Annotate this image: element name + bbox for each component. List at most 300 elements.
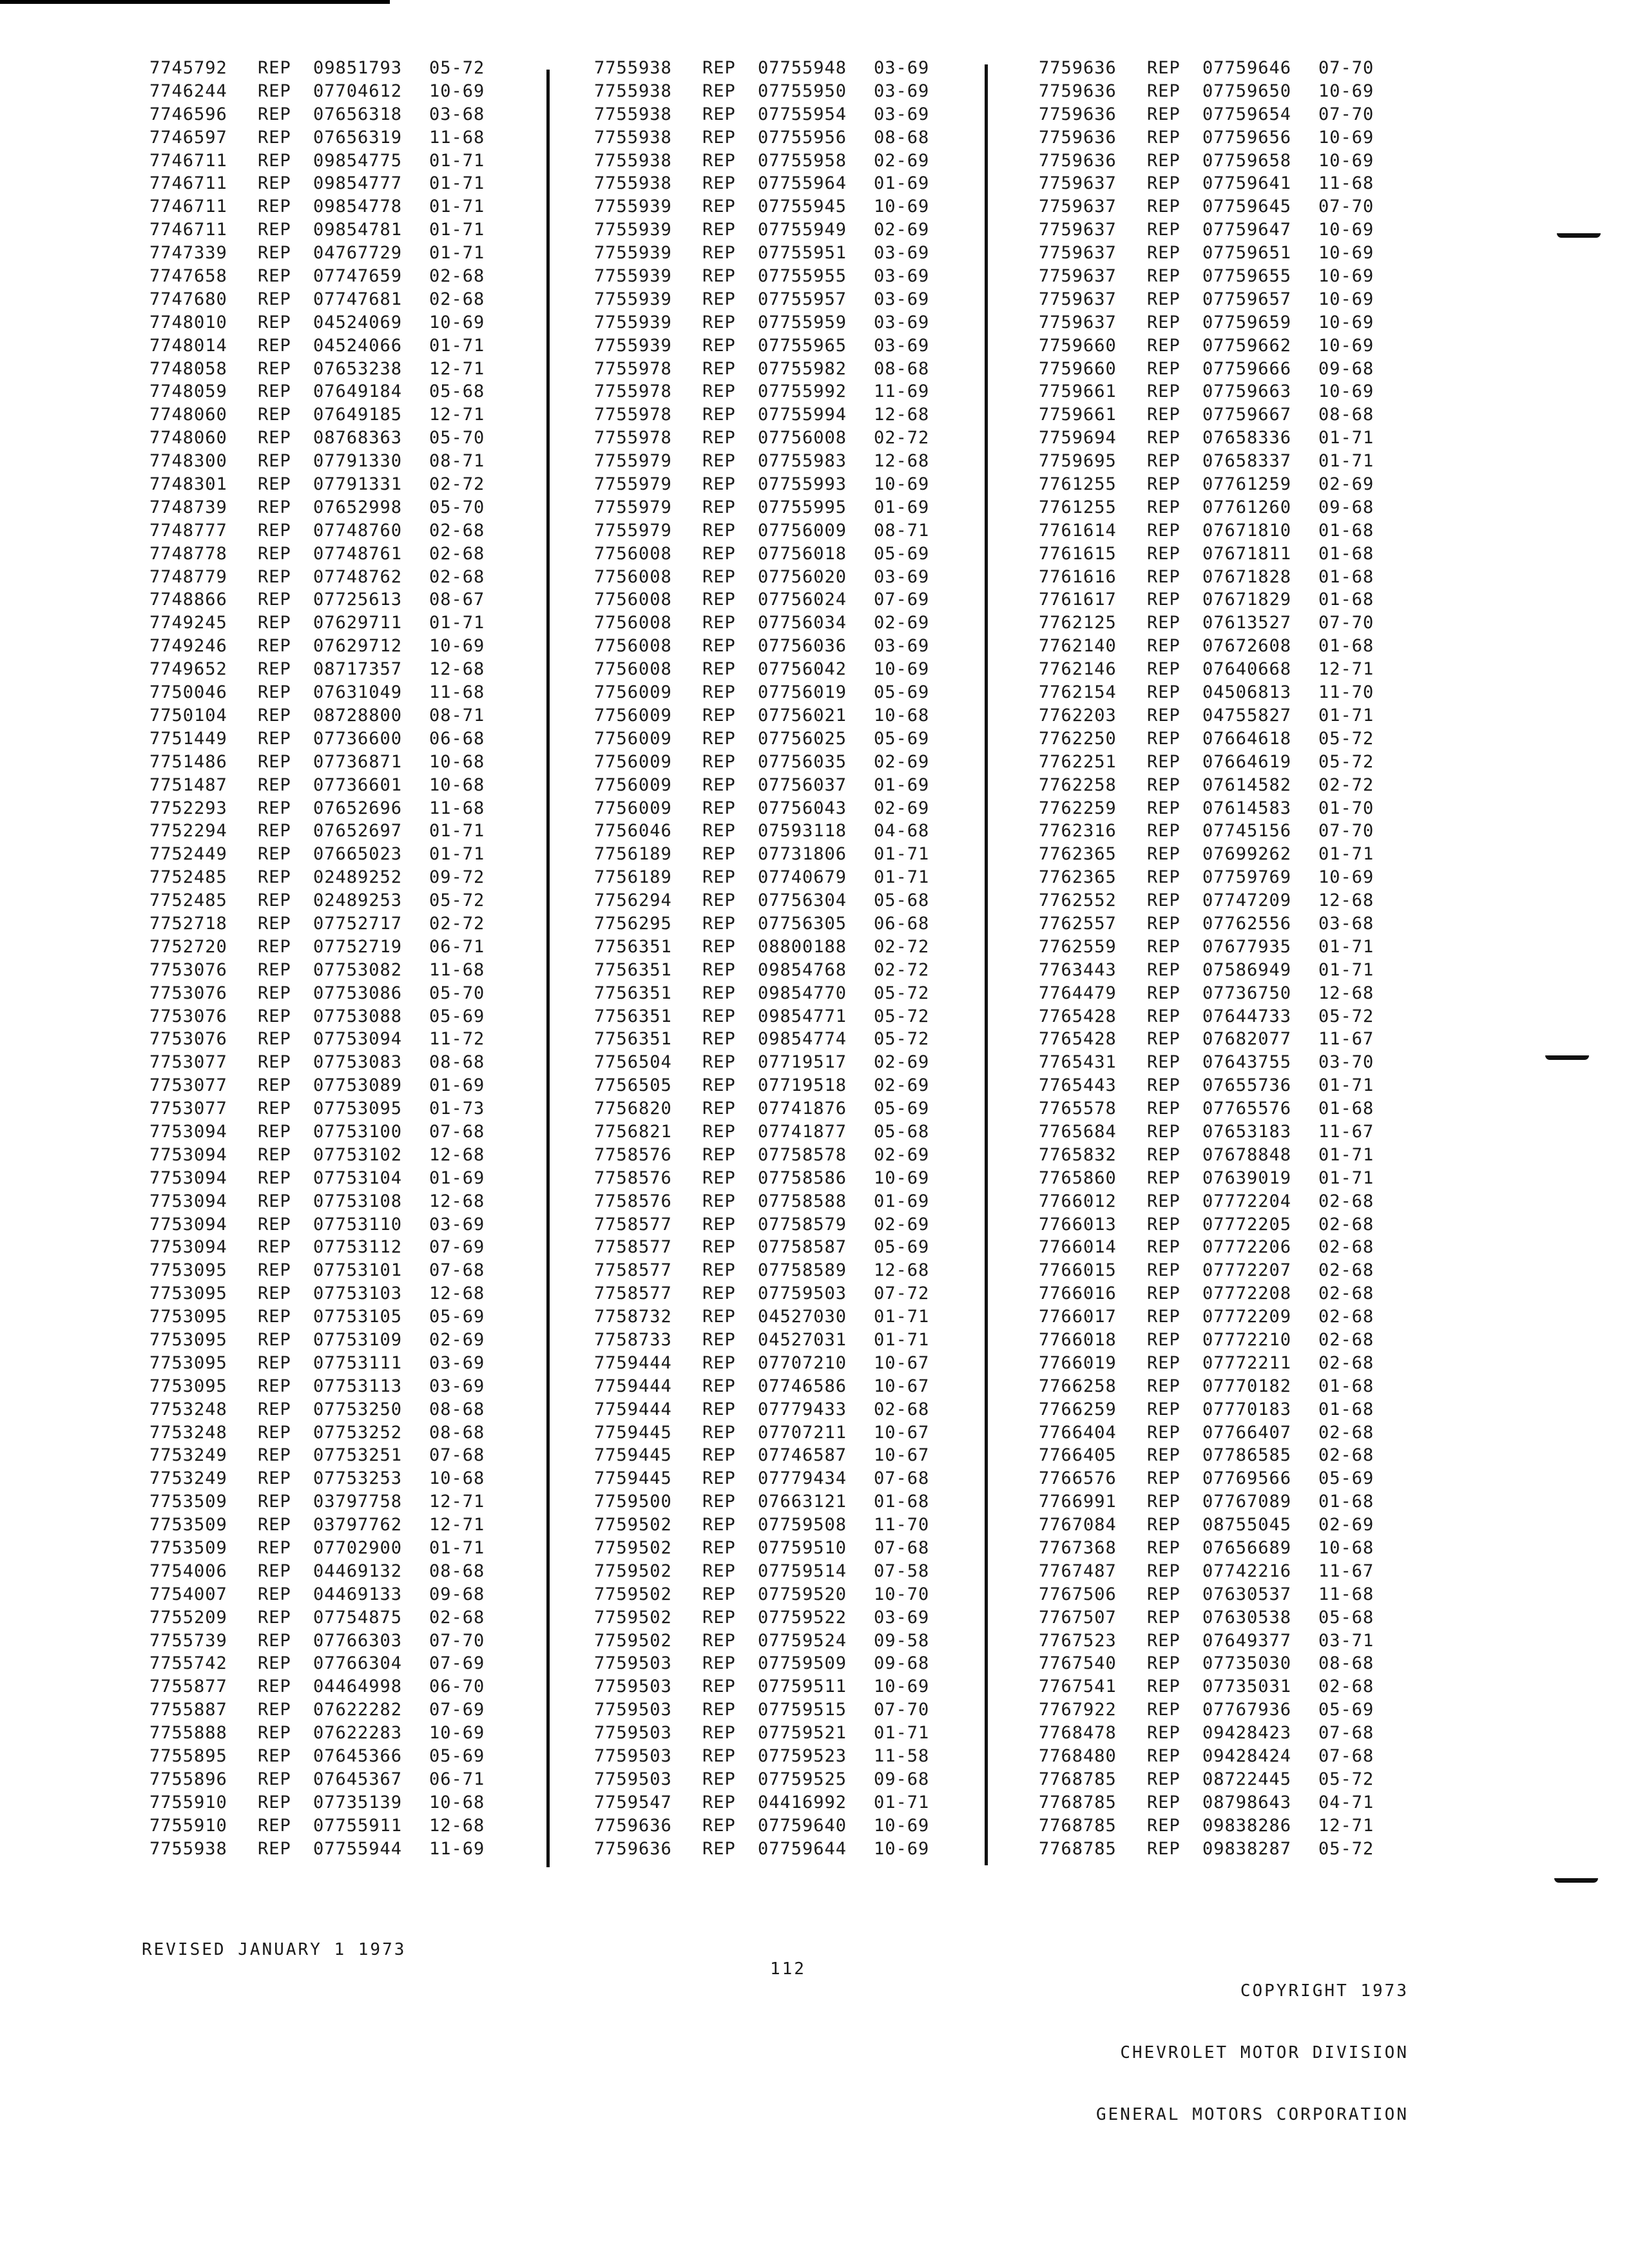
table-row	[594, 1814, 945, 1838]
rep-code: REP	[1147, 1214, 1181, 1235]
rep-code: REP	[258, 220, 291, 240]
effective-date: 07-68	[429, 1445, 485, 1466]
replacement-number: 07754875	[313, 1607, 403, 1628]
effective-date: 07-69	[874, 590, 930, 610]
effective-date: 12-68	[1318, 983, 1374, 1003]
part-number: 7759660	[1039, 358, 1117, 379]
replacement-number: 07755994	[758, 405, 847, 425]
rep-code: REP	[258, 197, 291, 217]
rep-code: REP	[702, 983, 736, 1003]
table-row	[1039, 358, 1389, 381]
part-number: 7759500	[594, 1492, 672, 1512]
table-row	[1039, 1444, 1389, 1467]
rep-code: REP	[1147, 405, 1181, 425]
part-number: 7756009	[594, 682, 672, 703]
table-row	[1039, 1560, 1389, 1583]
table-row	[1039, 242, 1389, 265]
part-number: 7766404	[1039, 1422, 1117, 1443]
part-number: 7756008	[594, 613, 672, 633]
revision-note: REVISED JANUARY 1 1973	[142, 1940, 407, 1959]
part-number: 7759444	[594, 1352, 672, 1373]
part-number: 7758577	[594, 1214, 672, 1235]
replacement-number: 07649184	[313, 381, 403, 402]
part-number: 7759661	[1039, 405, 1117, 425]
rep-code: REP	[702, 1075, 736, 1096]
table-row	[1039, 1305, 1389, 1329]
replacement-number: 07747209	[1202, 890, 1292, 911]
rep-code: REP	[702, 520, 736, 541]
effective-date: 12-71	[429, 358, 485, 379]
replacement-number: 07672608	[1202, 636, 1292, 657]
table-row	[149, 611, 500, 635]
rep-code: REP	[1147, 1168, 1181, 1188]
rep-code: REP	[1147, 358, 1181, 379]
effective-date: 03-71	[1318, 1630, 1374, 1651]
rep-code: REP	[1147, 197, 1181, 217]
table-row	[1039, 1814, 1389, 1838]
table-row	[1039, 889, 1389, 912]
table-row	[1039, 704, 1389, 727]
table-row	[149, 751, 500, 774]
table-row	[1039, 1652, 1389, 1675]
rep-code: REP	[702, 104, 736, 124]
replacement-number: 07772208	[1202, 1283, 1292, 1304]
replacement-number: 07753108	[313, 1191, 403, 1211]
replacement-number: 07593118	[758, 821, 847, 841]
part-number: 7753248	[149, 1422, 227, 1443]
rep-code: REP	[702, 266, 736, 287]
part-number: 7753076	[149, 1029, 227, 1050]
part-number: 7767507	[1039, 1607, 1117, 1628]
replacement-number: 07772207	[1202, 1260, 1292, 1281]
part-number: 7755896	[149, 1769, 227, 1789]
rep-code: REP	[702, 1422, 736, 1443]
effective-date: 10-68	[429, 1468, 485, 1489]
table-row	[1039, 658, 1389, 681]
table-row	[1039, 936, 1389, 959]
effective-date: 01-68	[1318, 590, 1374, 610]
part-number: 7756295	[594, 913, 672, 934]
effective-date: 11-68	[1318, 173, 1374, 194]
part-number: 7755877	[149, 1677, 227, 1697]
replacement-number: 07759510	[758, 1538, 847, 1558]
part-number: 7768478	[1039, 1723, 1117, 1744]
replacement-number: 08728800	[313, 705, 403, 726]
rep-code: REP	[258, 58, 291, 78]
rep-code: REP	[258, 1468, 291, 1489]
part-number: 7755739	[149, 1630, 227, 1651]
table-row	[594, 1051, 945, 1074]
part-number: 7752449	[149, 844, 227, 865]
table-row	[594, 265, 945, 288]
part-number: 7755939	[594, 289, 672, 309]
table-row	[594, 496, 945, 519]
effective-date: 03-69	[429, 1376, 485, 1396]
effective-date: 10-68	[429, 751, 485, 772]
replacement-number: 07753101	[313, 1260, 403, 1281]
effective-date: 08-68	[429, 1052, 485, 1073]
part-number: 7755939	[594, 243, 672, 264]
part-number: 7753076	[149, 983, 227, 1003]
table-row	[594, 1352, 945, 1375]
rep-code: REP	[1147, 913, 1181, 934]
parts-column-1	[149, 57, 500, 1860]
rep-code: REP	[1147, 220, 1181, 240]
effective-date: 11-68	[429, 682, 485, 703]
part-number: 7759637	[1039, 266, 1117, 287]
replacement-number: 07629711	[313, 613, 403, 633]
part-number: 7753077	[149, 1052, 227, 1073]
table-row	[149, 195, 500, 218]
table-row	[594, 681, 945, 704]
effective-date: 01-71	[1318, 705, 1374, 726]
table-row	[1039, 103, 1389, 126]
rep-code: REP	[702, 1121, 736, 1142]
part-number: 7762552	[1039, 890, 1117, 911]
rep-code: REP	[1147, 1422, 1181, 1443]
part-number: 7755887	[149, 1700, 227, 1720]
effective-date: 10-69	[1318, 243, 1374, 264]
part-number: 7759637	[1039, 243, 1117, 264]
part-number: 7755939	[594, 335, 672, 356]
table-row	[149, 1791, 500, 1814]
effective-date: 05-68	[1318, 1607, 1374, 1628]
table-row	[1039, 1120, 1389, 1144]
replacement-number: 07746586	[758, 1376, 847, 1396]
rep-code: REP	[1147, 1492, 1181, 1512]
rep-code: REP	[1147, 1792, 1181, 1812]
binding-mark-middle	[1545, 1055, 1589, 1060]
effective-date: 01-71	[874, 1723, 930, 1744]
replacement-number: 07759657	[1202, 289, 1292, 309]
part-number: 7755979	[594, 520, 672, 541]
rep-code: REP	[258, 1352, 291, 1373]
effective-date: 11-67	[1318, 1121, 1374, 1142]
rep-code: REP	[1147, 1144, 1181, 1165]
effective-date: 03-69	[429, 1352, 485, 1373]
table-row	[594, 1167, 945, 1190]
effective-date: 01-73	[429, 1099, 485, 1119]
rep-code: REP	[1147, 890, 1181, 911]
table-row	[594, 843, 945, 866]
part-number: 7753094	[149, 1144, 227, 1165]
table-row	[149, 1583, 500, 1606]
part-number: 7759637	[1039, 289, 1117, 309]
effective-date: 05-72	[874, 983, 930, 1003]
effective-date: 10-67	[874, 1376, 930, 1396]
replacement-number: 07759523	[758, 1746, 847, 1767]
table-row	[594, 1514, 945, 1537]
rep-code: REP	[1147, 636, 1181, 657]
table-row	[594, 1537, 945, 1560]
table-row	[594, 311, 945, 334]
replacement-number: 07753100	[313, 1121, 403, 1142]
table-row	[1039, 334, 1389, 358]
effective-date: 09-68	[1318, 358, 1374, 379]
effective-date: 02-69	[874, 1214, 930, 1235]
effective-date: 02-68	[874, 1399, 930, 1419]
table-row	[1039, 1768, 1389, 1791]
rep-code: REP	[258, 959, 291, 980]
replacement-number: 07756035	[758, 751, 847, 772]
effective-date: 07-70	[429, 1630, 485, 1651]
replacement-number: 07671828	[1202, 566, 1292, 587]
part-number: 7759503	[594, 1746, 672, 1767]
replacement-number: 07755982	[758, 358, 847, 379]
replacement-number: 07664618	[1202, 728, 1292, 749]
effective-date: 11-68	[1318, 1584, 1374, 1604]
replacement-number: 07772209	[1202, 1307, 1292, 1327]
replacement-number: 07756008	[758, 428, 847, 448]
table-row	[1039, 1375, 1389, 1398]
replacement-number: 07652697	[313, 821, 403, 841]
rep-code: REP	[1147, 1283, 1181, 1304]
rep-code: REP	[1147, 127, 1181, 148]
table-row	[594, 1005, 945, 1028]
part-number: 7762140	[1039, 636, 1117, 657]
effective-date: 01-71	[429, 613, 485, 633]
part-number: 7762154	[1039, 682, 1117, 703]
effective-date: 01-71	[874, 1307, 930, 1327]
effective-date: 02-72	[429, 913, 485, 934]
table-row	[594, 1259, 945, 1282]
part-number: 7762250	[1039, 728, 1117, 749]
table-row	[1039, 1167, 1389, 1190]
replacement-number: 07752717	[313, 913, 403, 934]
replacement-number: 07759522	[758, 1607, 847, 1628]
table-row	[149, 820, 500, 843]
effective-date: 01-68	[1318, 1376, 1374, 1396]
rep-code: REP	[1147, 1260, 1181, 1281]
table-row	[149, 242, 500, 265]
table-row	[149, 1444, 500, 1467]
rep-code: REP	[258, 1838, 291, 1859]
part-number: 7759502	[594, 1584, 672, 1604]
table-row	[1039, 681, 1389, 704]
table-row	[1039, 1745, 1389, 1768]
table-row	[149, 1698, 500, 1722]
effective-date: 02-68	[1318, 1445, 1374, 1466]
table-row	[594, 1791, 945, 1814]
part-number: 7767487	[1039, 1561, 1117, 1581]
table-row	[1039, 473, 1389, 496]
part-number: 7765578	[1039, 1099, 1117, 1119]
rep-code: REP	[258, 1307, 291, 1327]
table-row	[1039, 797, 1389, 820]
effective-date: 11-72	[429, 1029, 485, 1050]
part-number: 7746244	[149, 81, 227, 101]
rep-code: REP	[702, 728, 736, 749]
rep-code: REP	[258, 520, 291, 541]
rep-code: REP	[702, 1006, 736, 1026]
effective-date: 11-67	[1318, 1561, 1374, 1581]
effective-date: 05-68	[874, 890, 930, 911]
rep-code: REP	[702, 659, 736, 680]
part-number: 7759503	[594, 1769, 672, 1789]
replacement-number: 04469132	[313, 1561, 403, 1581]
rep-code: REP	[702, 474, 736, 495]
rep-code: REP	[258, 335, 291, 356]
rep-code: REP	[702, 613, 736, 633]
part-number: 7758577	[594, 1260, 672, 1281]
replacement-number: 07755954	[758, 104, 847, 124]
table-row	[1039, 566, 1389, 589]
part-number: 7753248	[149, 1399, 227, 1419]
replacement-number: 03797758	[313, 1492, 403, 1512]
table-row	[1039, 1213, 1389, 1236]
replacement-number: 07759525	[758, 1769, 847, 1789]
replacement-number: 07756021	[758, 705, 847, 726]
replacement-number: 07765576	[1202, 1099, 1292, 1119]
effective-date: 01-71	[429, 821, 485, 841]
rep-code: REP	[258, 1792, 291, 1812]
effective-date: 07-68	[874, 1538, 930, 1558]
rep-code: REP	[702, 1769, 736, 1789]
replacement-number: 07752719	[313, 936, 403, 957]
table-row	[1039, 519, 1389, 543]
table-row	[594, 1838, 945, 1861]
rep-code: REP	[258, 566, 291, 587]
effective-date: 01-68	[1318, 1099, 1374, 1119]
part-number: 7748059	[149, 381, 227, 402]
effective-date: 07-69	[429, 1237, 485, 1258]
rep-code: REP	[1147, 1052, 1181, 1073]
rep-code: REP	[258, 451, 291, 472]
replacement-number: 07614583	[1202, 798, 1292, 818]
part-number: 7766016	[1039, 1283, 1117, 1304]
part-number: 7759661	[1039, 381, 1117, 402]
effective-date: 06-71	[429, 936, 485, 957]
part-number: 7762365	[1039, 867, 1117, 888]
replacement-number: 07631049	[313, 682, 403, 703]
rep-code: REP	[1147, 81, 1181, 101]
replacement-number: 07755951	[758, 243, 847, 264]
replacement-number: 07756042	[758, 659, 847, 680]
part-number: 7765832	[1039, 1144, 1117, 1165]
effective-date: 08-68	[429, 1422, 485, 1443]
table-row	[149, 1514, 500, 1537]
replacement-number: 07736871	[313, 751, 403, 772]
replacement-number: 07753111	[313, 1352, 403, 1373]
rep-code: REP	[1147, 1352, 1181, 1373]
replacement-number: 07678848	[1202, 1144, 1292, 1165]
effective-date: 02-72	[874, 936, 930, 957]
part-number: 7766576	[1039, 1468, 1117, 1489]
table-row	[1039, 380, 1389, 403]
copyright-block	[1096, 1939, 1409, 2146]
table-row	[149, 1167, 500, 1190]
effective-date: 05-69	[874, 728, 930, 749]
replacement-number: 07756020	[758, 566, 847, 587]
rep-code: REP	[702, 798, 736, 818]
effective-date: 01-69	[874, 774, 930, 795]
rep-code: REP	[702, 405, 736, 425]
table-row	[149, 149, 500, 173]
effective-date: 12-68	[429, 1815, 485, 1836]
effective-date: 07-68	[1318, 1723, 1374, 1744]
rep-code: REP	[1147, 104, 1181, 124]
rep-code: REP	[258, 728, 291, 749]
replacement-number: 07753252	[313, 1422, 403, 1443]
part-number: 7759694	[1039, 428, 1117, 448]
part-number: 7756351	[594, 1029, 672, 1050]
rep-code: REP	[1147, 1746, 1181, 1767]
table-row	[1039, 611, 1389, 635]
effective-date: 06-68	[429, 728, 485, 749]
replacement-number: 07639019	[1202, 1168, 1292, 1188]
part-number: 7765684	[1039, 1121, 1117, 1142]
table-row	[594, 1675, 945, 1698]
effective-date: 07-68	[1318, 1746, 1374, 1767]
part-number: 7753094	[149, 1237, 227, 1258]
replacement-number: 09838286	[1202, 1815, 1292, 1836]
rep-code: REP	[258, 1653, 291, 1674]
rep-code: REP	[1147, 474, 1181, 495]
effective-date: 10-69	[1318, 266, 1374, 287]
replacement-number: 07671810	[1202, 520, 1292, 541]
effective-date: 10-67	[874, 1422, 930, 1443]
rep-code: REP	[258, 1052, 291, 1073]
rep-code: REP	[1147, 1815, 1181, 1836]
effective-date: 02-69	[874, 1052, 930, 1073]
effective-date: 01-71	[874, 867, 930, 888]
part-number: 7761255	[1039, 497, 1117, 517]
effective-date: 02-72	[874, 428, 930, 448]
table-row	[149, 1768, 500, 1791]
part-number: 7756008	[594, 659, 672, 680]
effective-date: 05-69	[874, 1099, 930, 1119]
part-number: 7756008	[594, 566, 672, 587]
rep-code: REP	[702, 1052, 736, 1073]
part-number: 7768785	[1039, 1792, 1117, 1812]
table-row	[1039, 496, 1389, 519]
table-row	[1039, 912, 1389, 936]
replacement-number: 07707211	[758, 1422, 847, 1443]
effective-date: 10-69	[1318, 335, 1374, 356]
part-number: 7755979	[594, 451, 672, 472]
effective-date: 02-68	[1318, 1677, 1374, 1697]
replacement-number: 08800188	[758, 936, 847, 957]
replacement-number: 07759645	[1202, 197, 1292, 217]
rep-code: REP	[1147, 774, 1181, 795]
table-row	[594, 1213, 945, 1236]
replacement-number: 07762556	[1202, 913, 1292, 934]
table-row	[1039, 1791, 1389, 1814]
rep-code: REP	[702, 1538, 736, 1558]
part-number: 7753094	[149, 1214, 227, 1235]
part-number: 7755209	[149, 1607, 227, 1628]
replacement-number: 07748760	[313, 520, 403, 541]
effective-date: 10-69	[1318, 150, 1374, 171]
part-number: 7768785	[1039, 1838, 1117, 1859]
effective-date: 06-68	[874, 913, 930, 934]
effective-date: 05-72	[874, 1006, 930, 1026]
replacement-number: 07755965	[758, 335, 847, 356]
table-row	[1039, 635, 1389, 658]
part-number: 7749245	[149, 613, 227, 633]
effective-date: 12-71	[1318, 1815, 1374, 1836]
replacement-number: 07756009	[758, 520, 847, 541]
effective-date: 02-69	[874, 1075, 930, 1096]
table-row	[149, 496, 500, 519]
replacement-number: 07766304	[313, 1653, 403, 1674]
replacement-number: 07772211	[1202, 1352, 1292, 1373]
part-number: 7767506	[1039, 1584, 1117, 1604]
table-row	[149, 288, 500, 311]
rep-code: REP	[702, 682, 736, 703]
part-number: 7753095	[149, 1376, 227, 1396]
effective-date: 08-71	[429, 451, 485, 472]
